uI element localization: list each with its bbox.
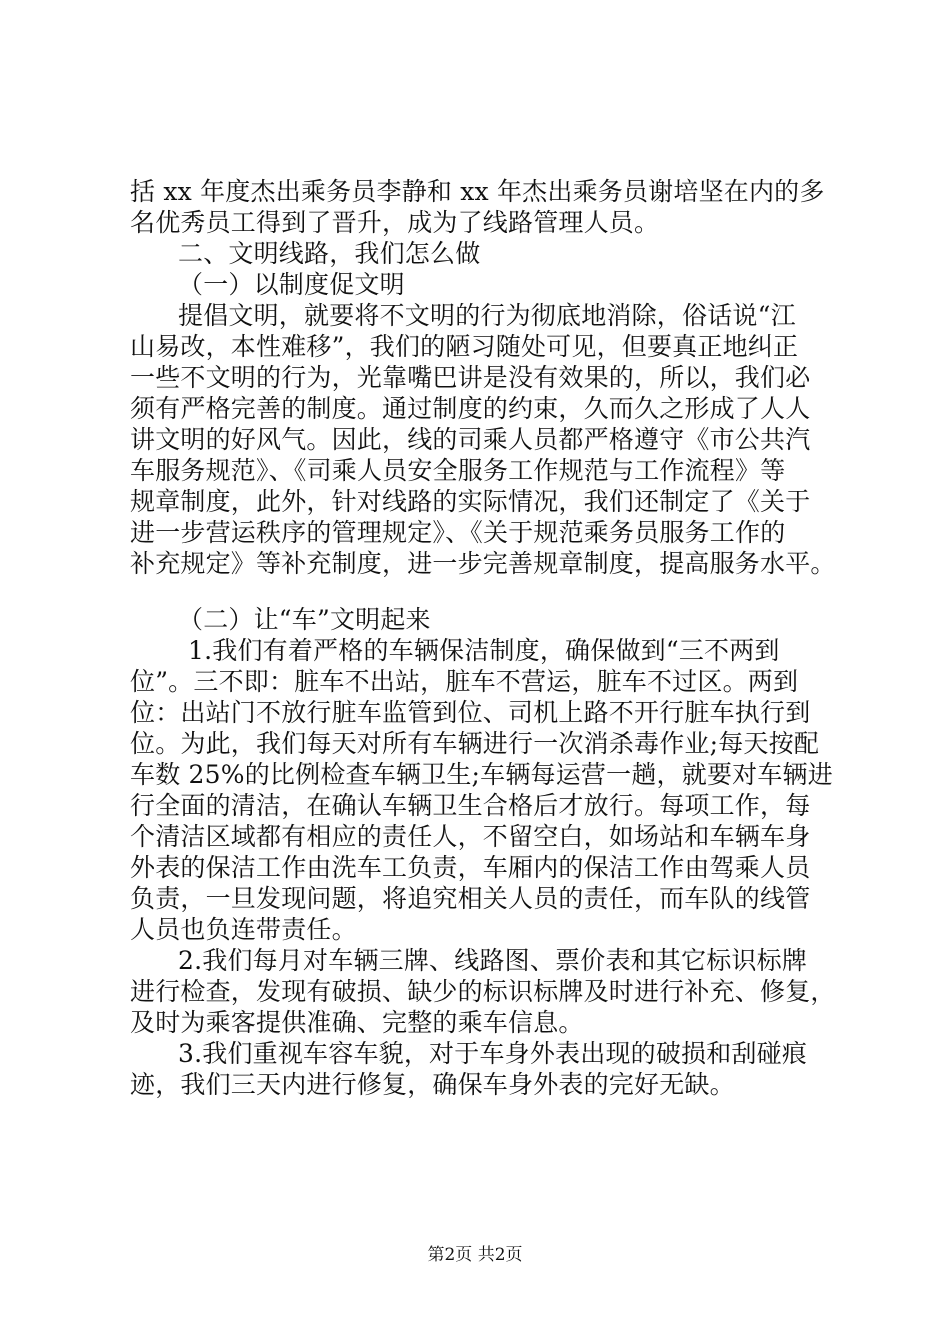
list-item-line: 2.我们每月对车辆三牌、线路图、票价表和其它标识标牌 bbox=[178, 946, 808, 975]
paragraph-line: 规章制度，此外，针对线路的实际情况，我们还制定了《关于 bbox=[130, 487, 811, 516]
list-item-line: 行全面的清洁，在确认车辆卫生合格后才放行。每项工作，每 bbox=[130, 791, 811, 820]
paragraph-line: 山易改，本性难移”，我们的陋习随处可见，但要真正地纠正 bbox=[130, 332, 799, 361]
list-item-line: 位：出站门不放行脏车监管到位、司机上路不开行脏车执行到 bbox=[130, 698, 811, 727]
list-item-line: 迹，我们三天内进行修复，确保车身外表的完好无缺。 bbox=[130, 1070, 735, 1099]
list-item-line: 负责，一旦发现问题，将追究相关人员的责任，而车队的线管 bbox=[130, 884, 811, 913]
subsection-heading: （二）让“车”文明起来 bbox=[178, 605, 431, 634]
list-item-line: 外表的保洁工作由洗车工负责，车厢内的保洁工作由驾乘人员 bbox=[130, 853, 811, 882]
list-item-line: 1.我们有着严格的车辆保洁制度，确保做到“三不两到 bbox=[188, 636, 780, 665]
list-item-line: 人员也负连带责任。 bbox=[130, 915, 357, 944]
list-item-line: 3.我们重视车容车貌，对于车身外表出现的破损和刮碰痕 bbox=[178, 1039, 808, 1068]
document-page bbox=[130, 176, 850, 1100]
subsection-heading: （一）以制度促文明 bbox=[178, 270, 405, 299]
list-item-line: 个清洁区域都有相应的责任人，不留空白，如场站和车辆车身 bbox=[130, 822, 811, 851]
paragraph-line: 提倡文明，就要将不文明的行为彻底地消除，俗话说“江 bbox=[178, 301, 796, 330]
body-text-line: 名优秀员工得到了晋升，成为了线路管理人员。 bbox=[130, 208, 660, 237]
paragraph-line: 车服务规范》、《司乘人员安全服务工作规范与工作流程》等 bbox=[130, 456, 786, 485]
list-item-line: 及时为乘客提供准确、完整的乘车信息。 bbox=[130, 1008, 584, 1037]
paragraph-line: 进一步营运秩序的管理规定》、《关于规范乘务员服务工作的 bbox=[130, 518, 786, 547]
list-item-line: 位。为此，我们每天对所有车辆进行一次消杀毒作业;每天按配 bbox=[130, 729, 820, 758]
page-number-footer: 第2页 共2页 bbox=[427, 1245, 523, 1265]
paragraph-line: 补充规定》等补充制度，进一步完善规章制度，提高服务水平。 bbox=[130, 549, 836, 578]
list-item-line: 位”。三不即：脏车不出站，脏车不营运，脏车不过区。两到 bbox=[130, 667, 799, 696]
body-text-line: 括 xx 年度杰出乘务员李静和 xx 年杰出乘务员谢培坚在内的多 bbox=[130, 177, 825, 206]
list-item-line: 进行检查，发现有破损、缺少的标识标牌及时进行补充、修复， bbox=[130, 977, 836, 1006]
paragraph-line: 须有严格完善的制度。通过制度的约束，久而久之形成了人人 bbox=[130, 394, 811, 423]
paragraph-spacer bbox=[130, 579, 850, 604]
paragraph-line: 讲文明的好风气。因此，线的司乘人员都严格遵守《市公共汽 bbox=[130, 425, 811, 454]
list-item-line: 车数 25%的比例检查车辆卫生;车辆每运营一趟，就要对车辆进 bbox=[130, 760, 833, 789]
paragraph-line: 一些不文明的行为，光靠嘴巴讲是没有效果的，所以，我们必 bbox=[130, 363, 811, 392]
section-heading: 二、文明线路，我们怎么做 bbox=[178, 239, 481, 268]
